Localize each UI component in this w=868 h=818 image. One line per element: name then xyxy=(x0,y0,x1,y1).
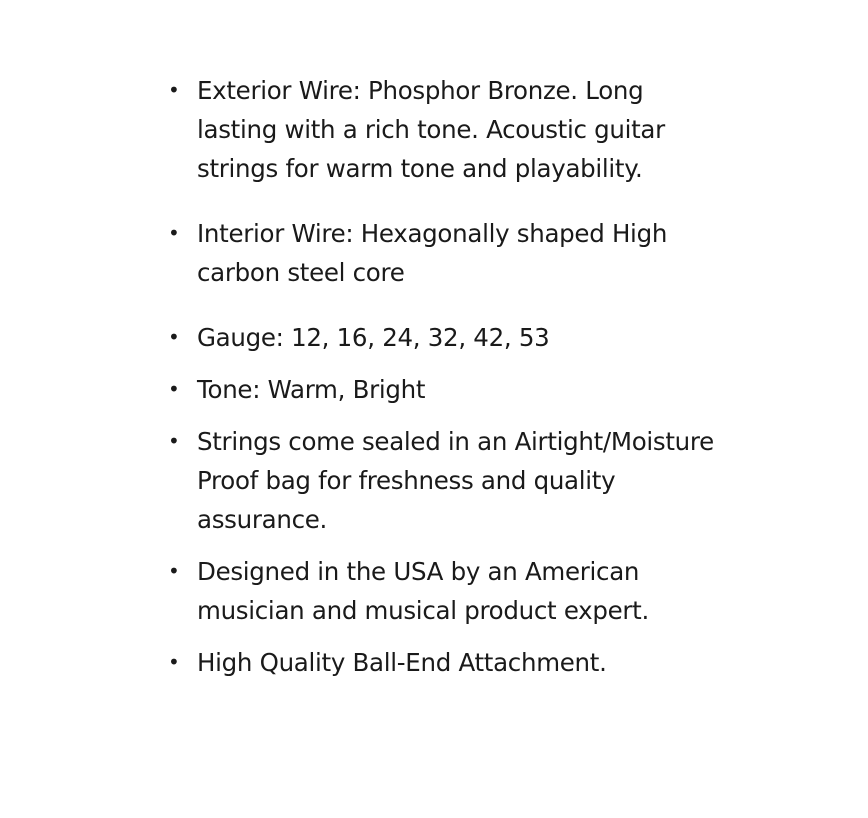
bullet-icon: • xyxy=(168,559,180,583)
list-item xyxy=(0,318,727,357)
list-item xyxy=(0,643,727,682)
feature-text: Exterior Wire: Phosphor Bronze. Long lasting with a rich tone. Acoustic guitar strings for warm tone and playability. xyxy=(197,76,665,183)
bullet-icon: • xyxy=(168,221,180,245)
list-item xyxy=(0,422,727,539)
feature-text: High Quality Ball-End Attachment. xyxy=(197,648,607,677)
list-item xyxy=(0,71,727,188)
bullet-icon: • xyxy=(168,377,180,401)
bullet-icon: • xyxy=(168,325,180,349)
list-item xyxy=(0,552,727,630)
feature-list xyxy=(0,71,868,682)
feature-text: Designed in the USA by an American musician and musical product expert. xyxy=(197,557,649,625)
bullet-icon: • xyxy=(168,650,180,674)
feature-text: Strings come sealed in an Airtight/Moisture Proof bag for freshness and quality assurance. xyxy=(197,427,714,534)
bullet-icon: • xyxy=(168,78,180,102)
bullet-icon: • xyxy=(168,429,180,453)
feature-text: Interior Wire: Hexagonally shaped High carbon steel core xyxy=(197,219,668,287)
list-item xyxy=(0,370,727,409)
list-item xyxy=(0,214,727,292)
feature-text: Tone: Warm, Bright xyxy=(197,375,426,404)
feature-text: Gauge: 12, 16, 24, 32, 42, 53 xyxy=(197,323,550,352)
